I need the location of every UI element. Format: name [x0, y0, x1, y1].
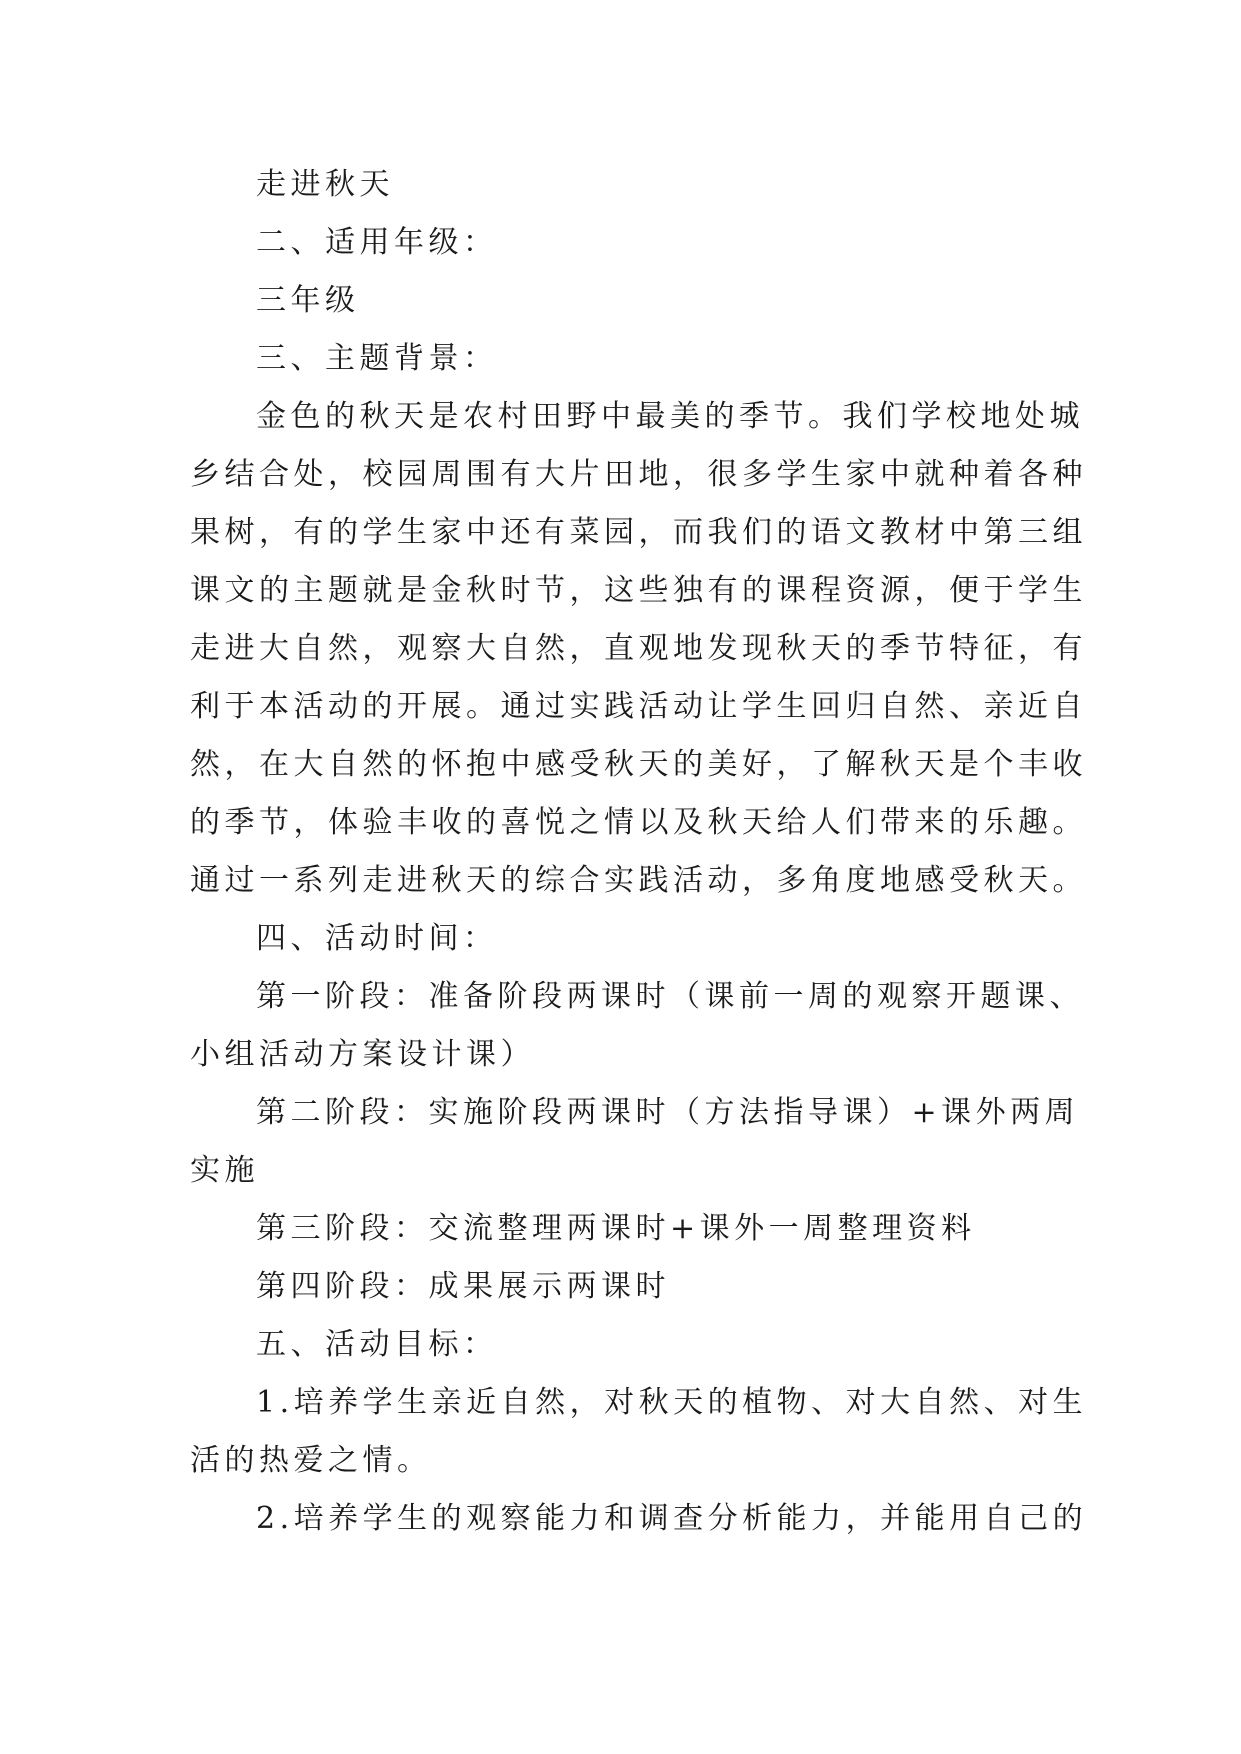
document-body — [190, 156, 1088, 1548]
section-heading-grade: 二、适用年级： — [256, 225, 498, 260]
stage-four-line: 第四阶段：成果展示两课时 — [256, 1269, 670, 1304]
paragraph-line: 乡结合处，校园周围有大片田地，很多学生家中就种着各种 — [190, 457, 1087, 492]
paragraph-line: 金色的秋天是农村田野中最美的季节。我们学校地处城 — [256, 399, 1084, 434]
paragraph-line: 果树，有的学生家中还有菜园，而我们的语文教材中第三组 — [190, 515, 1087, 550]
goal-one-line: 1.培养学生亲近自然，对秋天的植物、对大自然、对生 — [256, 1385, 1088, 1420]
paragraph-line: 走进大自然，观察大自然，直观地发现秋天的季节特征，有 — [190, 631, 1087, 666]
section-heading-background: 三、主题背景： — [256, 341, 498, 376]
goal-one-line-cont: 活的热爱之情。 — [190, 1443, 432, 1478]
stage-two-line: 第二阶段：实施阶段两课时（方法指导课）+课外两周 — [256, 1095, 1080, 1130]
paragraph-line: 利于本活动的开展。通过实践活动让学生回归自然、亲近自 — [190, 689, 1087, 724]
paragraph-line: 通过一系列走进秋天的综合实践活动，多角度地感受秋天。 — [190, 863, 1087, 898]
paragraph-line: 的季节，体验丰收的喜悦之情以及秋天给人们带来的乐趣。 — [190, 805, 1087, 840]
section-heading-goals: 五、活动目标： — [256, 1327, 498, 1362]
stage-one-line-cont: 小组活动方案设计课） — [190, 1037, 535, 1072]
goal-two-line: 2.培养学生的观察能力和调查分析能力，并能用自己的 — [256, 1501, 1088, 1536]
stage-one-line: 第一阶段：准备阶段两课时（课前一周的观察开题课、 — [256, 979, 1084, 1014]
section-title: 走进秋天 — [256, 167, 394, 202]
grade-value: 三年级 — [256, 283, 360, 318]
stage-two-line-cont: 实施 — [190, 1153, 259, 1188]
paragraph-line: 然，在大自然的怀抱中感受秋天的美好，了解秋天是个丰收 — [190, 747, 1087, 782]
section-heading-time: 四、活动时间： — [256, 921, 498, 956]
paragraph-line: 课文的主题就是金秋时节，这些独有的课程资源，便于学生 — [190, 573, 1087, 608]
stage-three-line: 第三阶段：交流整理两课时+课外一周整理资料 — [256, 1211, 976, 1246]
